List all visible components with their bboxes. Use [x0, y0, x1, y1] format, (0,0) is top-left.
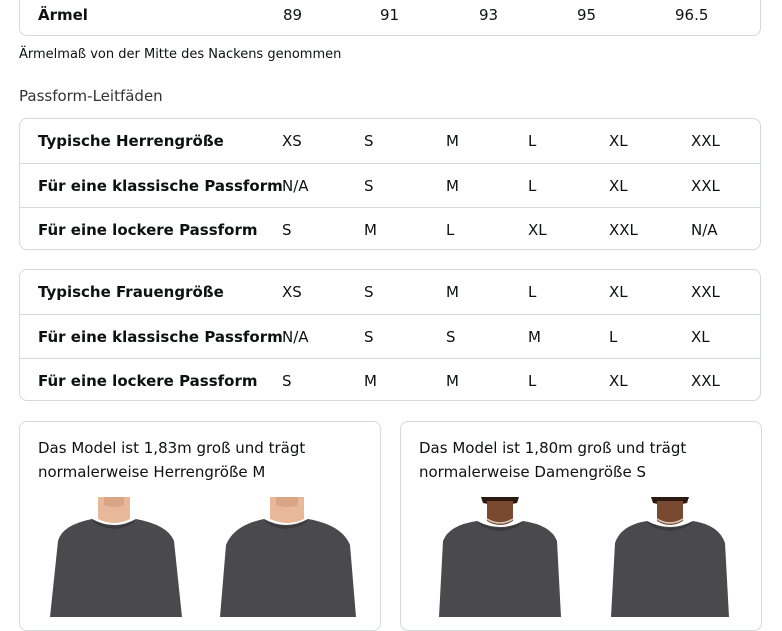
size-cell: M — [528, 327, 541, 346]
size-cell: N/A — [282, 327, 309, 346]
size-cell: L — [446, 220, 455, 239]
sleeve-value: 95 — [577, 6, 597, 24]
row-label: Für eine klassische Passform — [38, 327, 283, 346]
size-cell: XL — [609, 132, 628, 150]
women-model-front-image — [437, 497, 563, 617]
table-row — [20, 207, 760, 250]
sleeve-table — [19, 0, 761, 36]
size-cell: S — [282, 220, 292, 239]
women-fit-table — [19, 269, 761, 401]
women-model-line-2: normalerweise Damengröße S — [419, 463, 647, 481]
size-cell: XS — [282, 283, 302, 301]
size-cell: XXL — [691, 283, 720, 301]
women-model-side-image — [607, 497, 733, 617]
size-cell: L — [528, 176, 537, 195]
size-cell: S — [364, 283, 374, 301]
size-cell: L — [528, 132, 537, 150]
women-model-card — [400, 421, 762, 631]
size-cell: M — [364, 220, 377, 239]
size-cell: S — [446, 327, 456, 346]
sleeve-value: 93 — [479, 6, 499, 24]
row-label: Typische Frauengröße — [38, 283, 224, 301]
size-cell: N/A — [691, 220, 718, 239]
men-model-side-image — [218, 497, 358, 617]
size-cell: M — [446, 132, 459, 150]
size-cell: M — [364, 371, 377, 390]
fit-guide-title: Passform-Leitfäden — [19, 87, 163, 105]
size-cell: XXL — [691, 176, 720, 195]
men-model-card — [19, 421, 381, 631]
sleeve-note: Ärmelmaß von der Mitte des Nackens genommen — [19, 47, 342, 62]
table-row — [20, 163, 760, 207]
size-cell: XL — [691, 327, 710, 346]
size-cell: N/A — [282, 176, 309, 195]
size-cell: S — [282, 371, 292, 390]
size-cell: XXL — [691, 371, 720, 390]
men-fit-table — [19, 118, 761, 250]
size-cell: XL — [609, 283, 628, 301]
row-label: Für eine lockere Passform — [38, 371, 258, 390]
size-cell: M — [446, 371, 459, 390]
size-cell: XL — [609, 371, 628, 390]
size-cell: M — [446, 283, 459, 301]
men-model-line-1: Das Model ist 1,83m groß und trägt — [38, 439, 306, 457]
women-model-description — [419, 436, 739, 484]
size-cell: M — [446, 176, 459, 195]
size-cell: XL — [528, 220, 547, 239]
size-cell: S — [364, 132, 374, 150]
women-model-line-1: Das Model ist 1,80m groß und trägt — [419, 439, 687, 457]
men-model-front-image — [48, 497, 183, 617]
size-cell: S — [364, 327, 374, 346]
sleeve-value: 89 — [283, 6, 303, 24]
row-label: Typische Herrengröße — [38, 132, 224, 150]
table-row — [20, 358, 760, 401]
table-row — [20, 0, 760, 34]
size-cell: L — [528, 371, 537, 390]
men-model-line-2: normalerweise Herrengröße M — [38, 463, 266, 481]
table-row — [20, 314, 760, 358]
sleeve-label: Ärmel — [38, 6, 88, 24]
sleeve-value: 96.5 — [675, 6, 709, 24]
size-cell: XL — [609, 176, 628, 195]
table-row — [20, 119, 760, 163]
row-label: Für eine lockere Passform — [38, 220, 258, 239]
table-row — [20, 270, 760, 314]
size-cell: XXL — [609, 220, 638, 239]
sleeve-value: 91 — [380, 6, 400, 24]
size-cell: S — [364, 176, 374, 195]
size-cell: L — [609, 327, 618, 346]
size-cell: L — [528, 283, 537, 301]
men-model-description — [38, 436, 358, 484]
row-label: Für eine klassische Passform — [38, 176, 283, 195]
size-cell: XXL — [691, 132, 720, 150]
size-cell: XS — [282, 132, 302, 150]
